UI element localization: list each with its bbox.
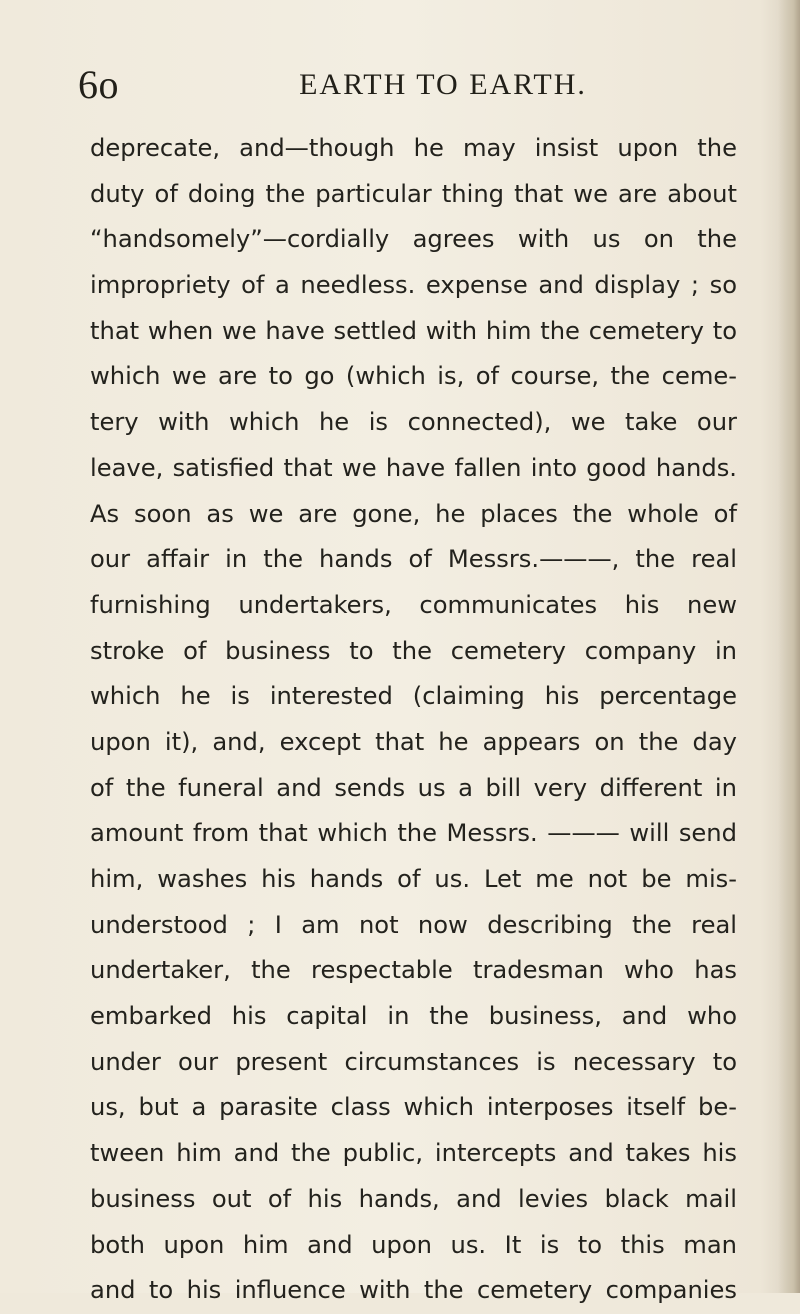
text-line: that when we have settled with him the cemetery to [90, 316, 737, 345]
text-line: our affair in the hands of Messrs.———, the real [90, 545, 737, 574]
running-title: EARTH TO EARTH. [299, 68, 587, 101]
text-line: stroke of business to the cemetery company in [90, 636, 737, 665]
text-line: of the funeral and sends us a bill very different in [90, 773, 737, 802]
text-line: duty of doing the particular thing that we are about [90, 179, 737, 208]
text-line: which we are to go (which is, of course, the ceme- [90, 362, 737, 391]
text-line: undertaker, the respectable tradesman who has [90, 956, 737, 985]
text-line: impropriety of a needless. expense and display ; so [90, 271, 737, 300]
text-line: tween him and the public, intercepts and takes his [90, 1139, 737, 1168]
page-edge-shadow [778, 0, 800, 1293]
text-line: and to his influence with the cemetery companies [90, 1276, 737, 1305]
text-line: leave, satisfied that we have fallen into good hands. [90, 453, 737, 482]
text-line: both upon him and upon us. It is to this man [90, 1230, 737, 1259]
text-line: under our present circumstances is necessary to [90, 1047, 737, 1076]
text-line: deprecate, and—though he may insist upon the [90, 134, 737, 162]
text-line: amount from that which the Messrs. ——— will send [90, 819, 737, 848]
body-text [90, 126, 737, 1314]
text-line: us, but a parasite class which interposes itself be- [90, 1093, 737, 1122]
text-line: furnishing undertakers, communicates his new [90, 590, 737, 619]
page-header [78, 60, 728, 110]
page-number: 6o [78, 62, 119, 107]
text-line: him, washes his hands of us. Let me not be mis- [90, 865, 737, 893]
text-line: upon it), and, except that he appears on the day [90, 727, 737, 756]
text-line: “handsomely”—cordially agrees with us on the [90, 225, 737, 254]
text-line: business out of his hands, and levies black mail [90, 1184, 737, 1213]
text-line: tery with which he is connected), we take our [90, 408, 737, 437]
text-line: understood ; I am not now describing the real [90, 910, 737, 939]
text-line: which he is interested (claiming his percentage [90, 682, 737, 711]
text-line: As soon as we are gone, he places the whole of [90, 499, 737, 528]
text-line: embarked his capital in the business, and who [90, 1002, 737, 1031]
